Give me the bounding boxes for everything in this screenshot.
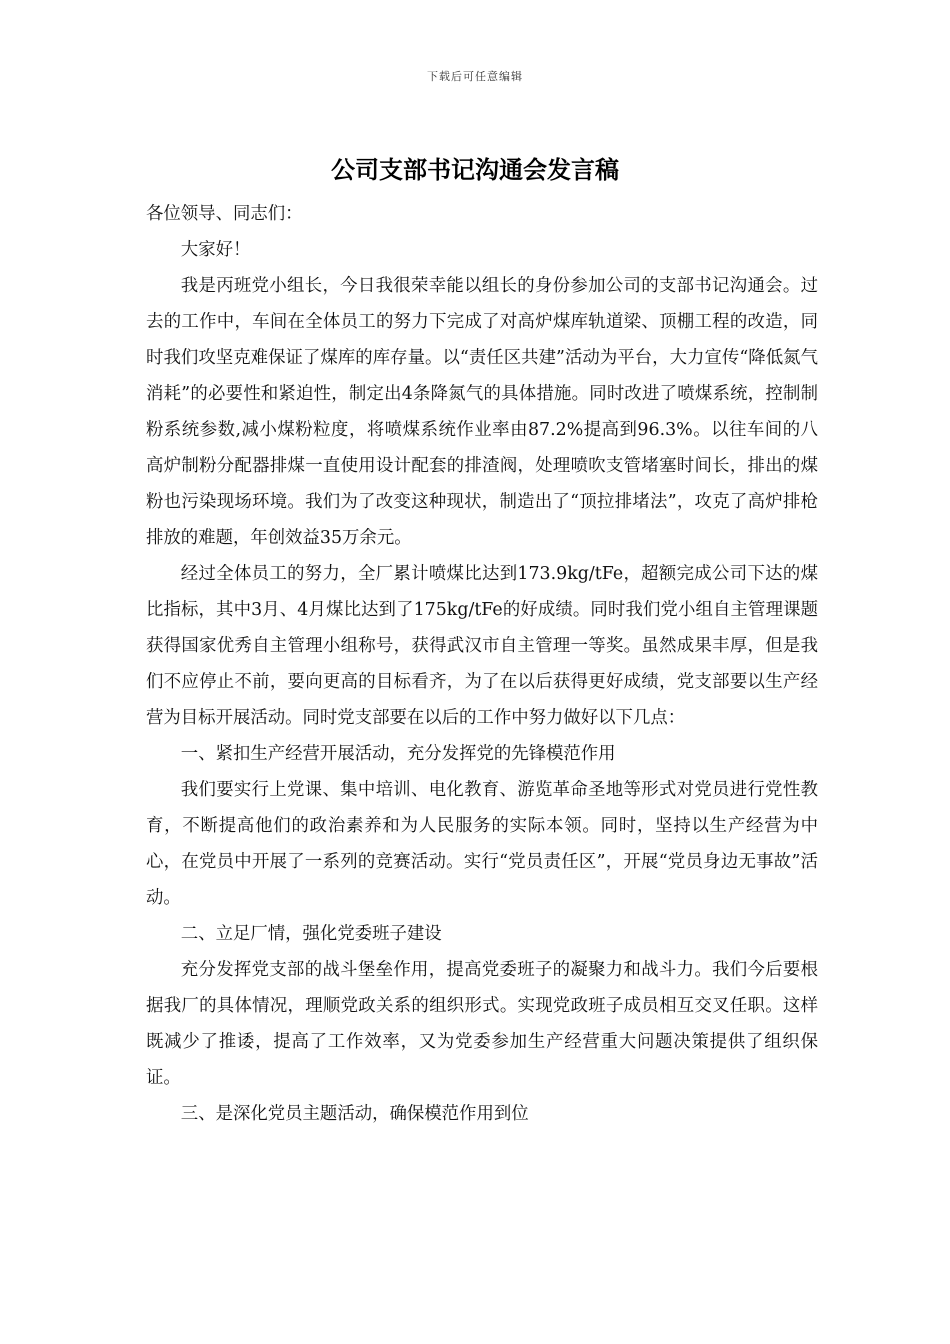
- body-paragraph: 我是丙班党小组长，今日我很荣幸能以组长的身份参加公司的支部书记沟通会。过去的工作中，车间在全体员工的努力下完成了对高炉煤库轨道梁、顶棚工程的改造，同时我们攻坚克难保证了煤库的库存量。以“责任区共建”活动为平台，大力宣传“降低氮气消耗”的必要性和紧迫性，制定出4条降氮气的具体措施。同时改进了喷煤系统，控制制粉系统参数,减小煤粉粒度，将喷煤系统作业率由87.2%提高到96.3%。以往车间的八高炉制粉分配器排煤一直使用设计配套的排渣阀，处理喷吹支管堵塞时间长，排出的煤粉也污染现场环境。我们为了改变这种现状，制造出了“顶拉排堵法”，攻克了高炉排枪排放的难题，年创效益35万余元。: [146, 276, 818, 548]
- section-heading: 二、立足厂情，强化党委班子建设: [180, 924, 442, 944]
- section-heading: 三、是深化党员主题活动，确保模范作用到位: [180, 1104, 529, 1124]
- document-body: [146, 196, 818, 1132]
- document-title: 公司支部书记沟通会发言稿: [331, 155, 619, 184]
- body-paragraph: 充分发挥党支部的战斗堡垒作用，提高党委班子的凝聚力和战斗力。我们今后要根据我厂的具体情况，理顺党政关系的组织形式。实现党政班子成员相互交叉任职。这样既减少了推诿，提高了工作效率，又为党委参加生产经营重大问题决策提供了组织保证。: [146, 960, 818, 1088]
- salutation: 各位领导、同志们：: [146, 204, 303, 224]
- body-paragraph: 我们要实行上党课、集中培训、电化教育、游览革命圣地等形式对党员进行党性教育，不断提高他们的政治素养和为人民服务的实际本领。同时，坚持以生产经营为中心，在党员中开展了一系列的竞赛活动。实行“党员责任区”，开展“党员身边无事故”活动。: [146, 780, 818, 908]
- body-paragraph: 经过全体员工的努力，全厂累计喷煤比达到173.9kg/tFe，超额完成公司下达的煤比指标，其中3月、4月煤比达到了175kg/tFe的好成绩。同时我们党小组自主管理课题获得国家优秀自主管理小组称号，获得武汉市自主管理一等奖。虽然成果丰厚，但是我们不应停止不前，要向更高的目标看齐，为了在以后获得更好成绩，党支部要以生产经营为目标开展活动。同时党支部要在以后的工作中努力做好以下几点：: [146, 564, 818, 728]
- section-heading: 一、紧扣生产经营开展活动，充分发挥党的先锋模范作用: [180, 744, 616, 764]
- header-note: 下载后可任意编辑: [427, 70, 523, 83]
- greeting-paragraph: 大家好！: [180, 240, 251, 260]
